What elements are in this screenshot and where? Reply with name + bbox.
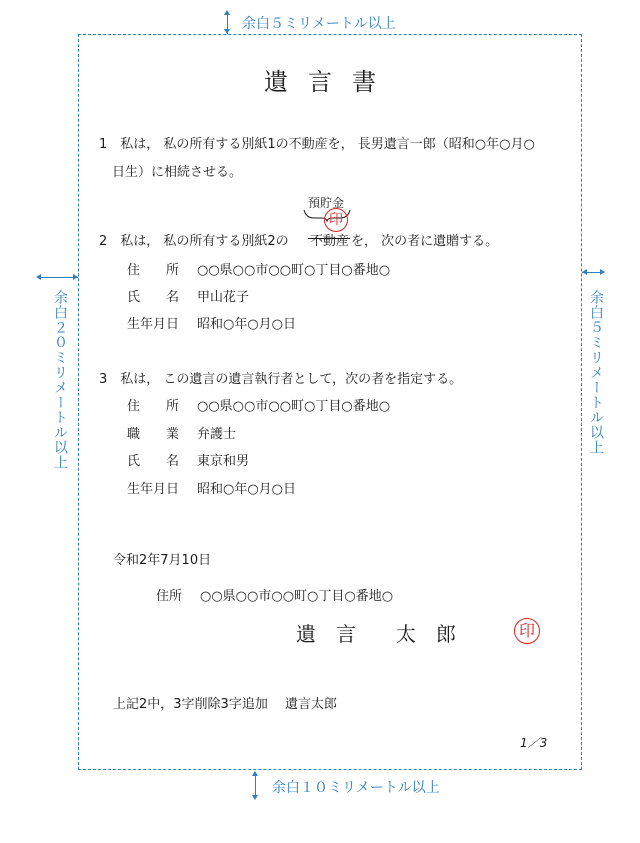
correction-note: 上記2中，3字削除3字追加 遺言太郎 — [113, 697, 337, 712]
left-arrowhead-left — [36, 274, 41, 280]
top-margin-label: 余白５ミリメートル以上 — [242, 16, 396, 32]
left-margin-label: 余白２０ミリメートル以上 — [52, 290, 68, 470]
clause2-deleted-text: 不動産 — [310, 234, 350, 249]
clause3-dob: 昭和○年○月○日 — [197, 482, 297, 497]
clause2-address-label: 住 所 — [127, 263, 180, 278]
bottom-arrowhead-down — [252, 795, 258, 800]
left-margin-arrow — [38, 277, 78, 278]
clause1-line2: 日生）に相続させる。 — [112, 165, 243, 180]
clause3-name: 東京和男 — [197, 454, 250, 469]
clause2-name-label: 氏 名 — [127, 290, 180, 305]
right-margin-label: 余白５ミリメートル以上 — [588, 290, 604, 455]
right-arrowhead-right — [600, 269, 605, 275]
clause2-address: ○○県○○市○○町○丁目○番地○ — [197, 263, 391, 278]
clause3-name-label: 氏 名 — [127, 454, 180, 469]
clause2-dob-label: 生年月日 — [127, 317, 180, 332]
bottom-arrowhead-up — [252, 771, 258, 776]
clause1-line1: 1 私は， 私の所有する別紙1の不動産を， 長男遺言一郎（昭和○年○月○ — [99, 137, 535, 152]
testator-seal: 印 — [514, 618, 540, 644]
clause3-address: ○○県○○市○○町○丁目○番地○ — [197, 399, 391, 414]
clause3-line: 3 私は， この遺言の遺言執行者として，次の者を指定する。 — [99, 372, 463, 387]
clause2-dob: 昭和○年○月○日 — [197, 317, 297, 332]
document-date: 令和2年7月10日 — [113, 553, 212, 568]
clause3-dob-label: 生年月日 — [127, 482, 180, 497]
testator-name: 遺 言 太 郎 — [296, 622, 456, 646]
correction-insert-text: 預貯金 — [308, 196, 345, 210]
top-arrowhead-down — [224, 29, 230, 34]
clause3-address-label: 住 所 — [127, 399, 180, 414]
left-arrowhead-right — [73, 274, 78, 280]
right-arrowhead-left — [582, 269, 587, 275]
clause3-job: 弁護士 — [197, 427, 237, 442]
deletion-strikethrough — [308, 238, 350, 239]
clause2-text-before: 2 私は， 私の所有する別紙2の — [99, 234, 289, 249]
document-title: 遺言書 — [264, 68, 396, 96]
top-arrowhead-up — [224, 10, 230, 15]
bottom-margin-label: 余白１０ミリメートル以上 — [272, 780, 440, 796]
clause2-name: 甲山花子 — [197, 290, 250, 305]
correction-seal: 印 — [324, 208, 348, 232]
testator-address: ○○県○○市○○町○丁目○番地○ — [200, 589, 394, 604]
clause3-job-label: 職 業 — [127, 427, 180, 442]
testator-address-label: 住所 — [156, 589, 183, 604]
page-number: 1／3 — [520, 736, 548, 750]
clause2-text-after: を， 次の者に遺贈する。 — [351, 234, 499, 249]
